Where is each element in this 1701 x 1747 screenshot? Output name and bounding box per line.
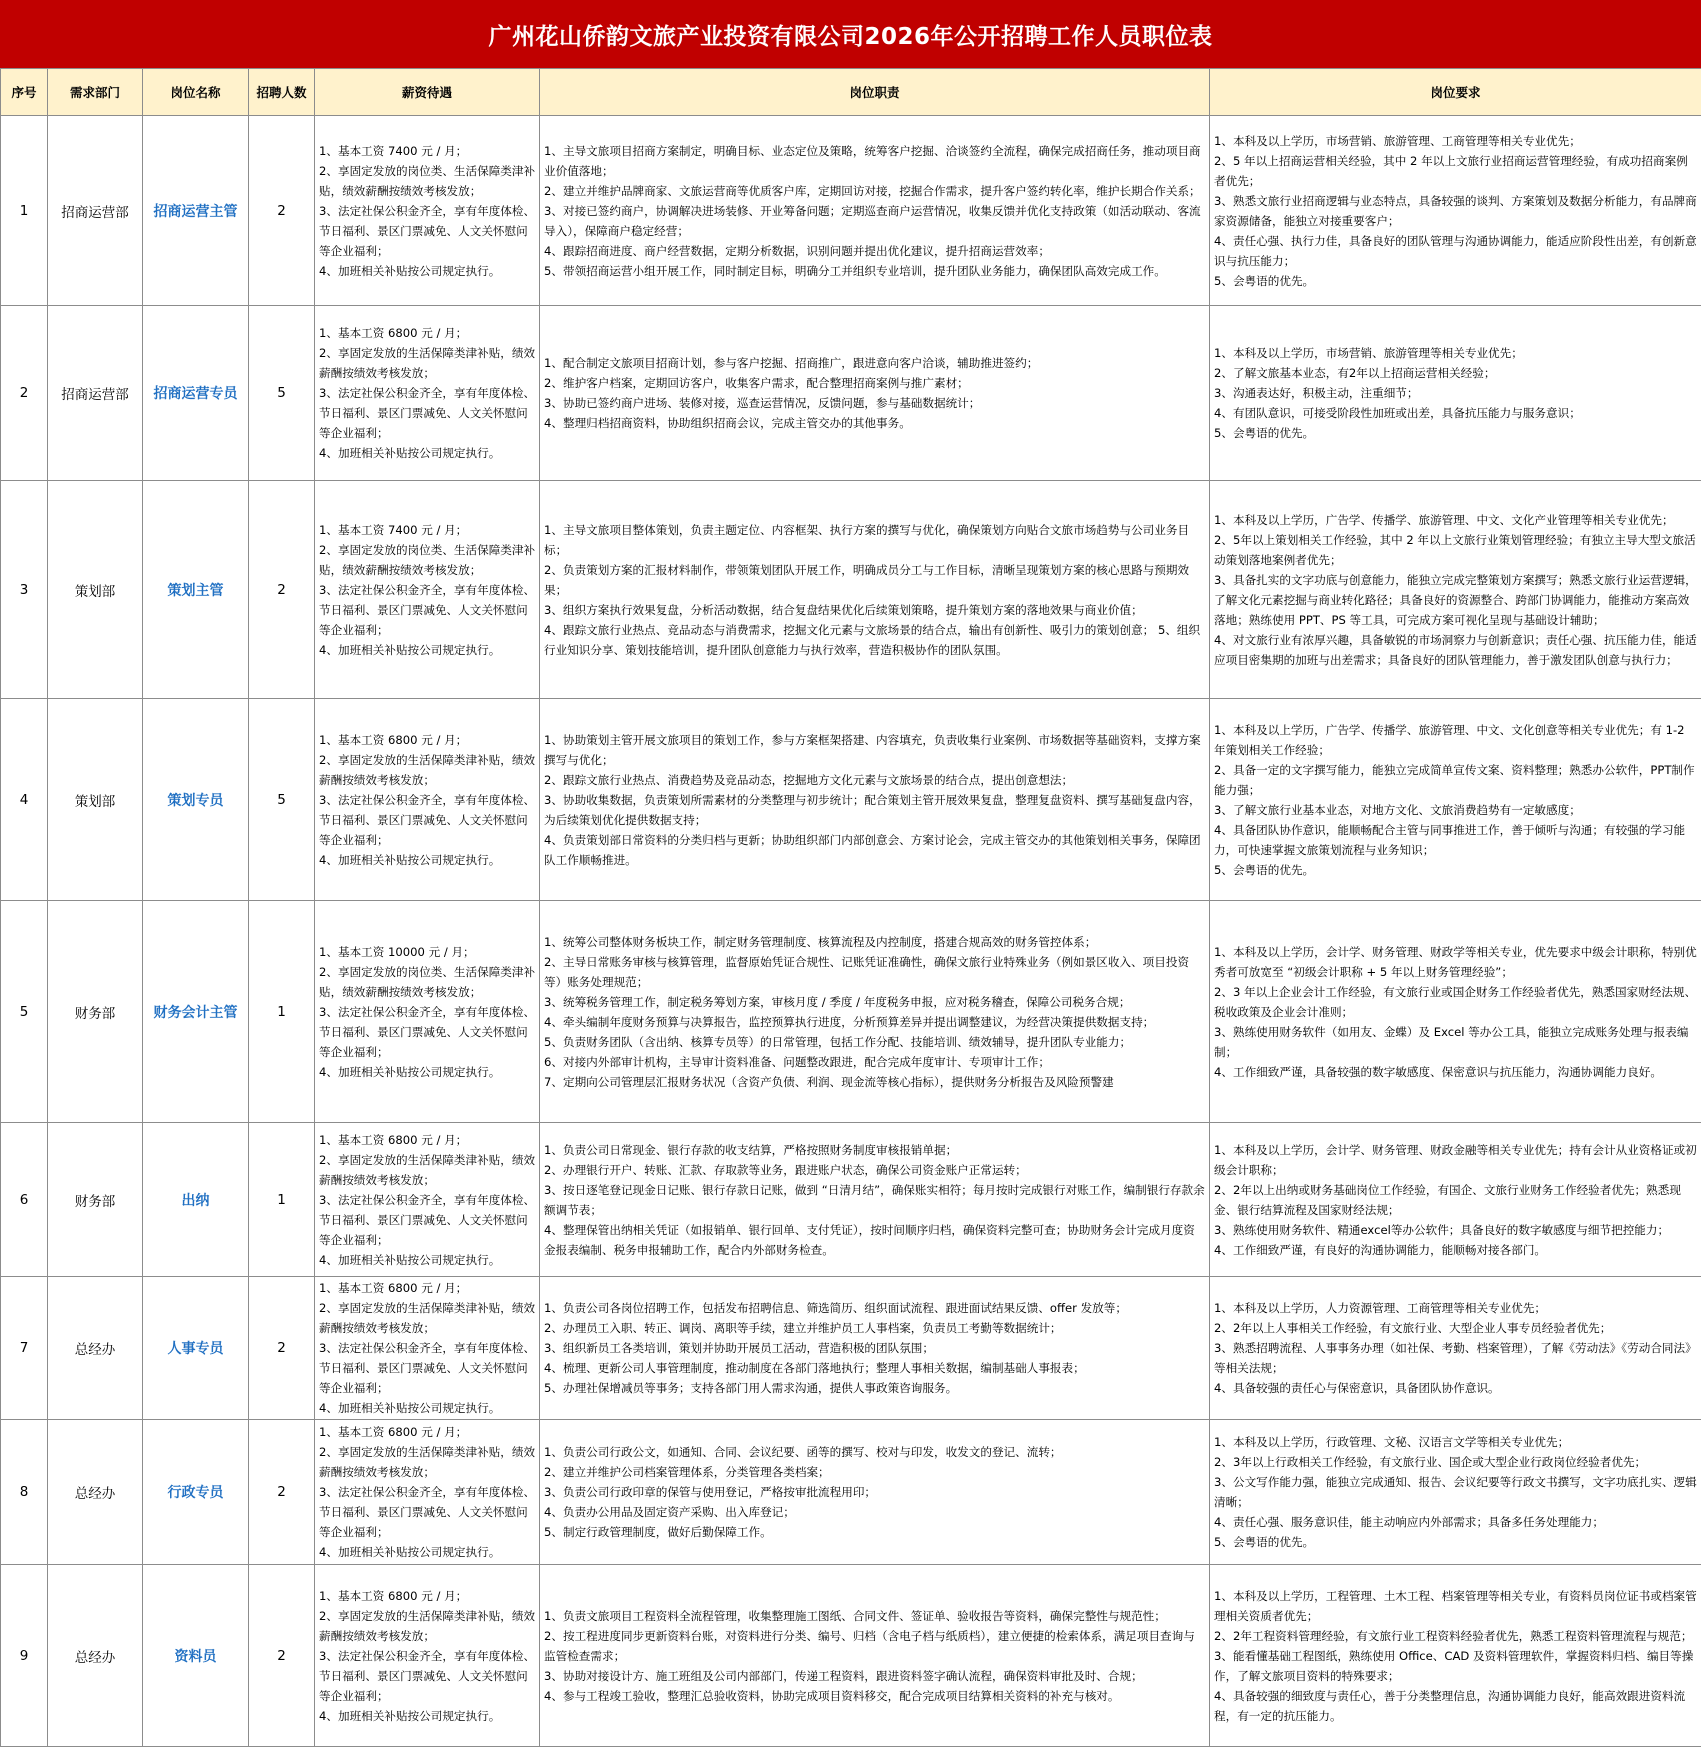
- duty-line: 3、组织新员工各类培训，策划并协助开展员工活动，营造积极的团队氛围；: [544, 1338, 1206, 1358]
- requirement-line: 4、工作细致严谨，具备较强的数字敏感度、保密意识与抗压能力，沟通协调能力良好。: [1214, 1062, 1698, 1082]
- row-count: 5: [249, 306, 315, 481]
- duty-line: 1、负责公司各岗位招聘工作，包括发布招聘信息、筛选简历、组织面试流程、跟进面试结果反馈、offer 发放等；: [544, 1298, 1206, 1318]
- row-salary: [315, 1565, 540, 1747]
- salary-line: 4、加班相关补贴按公司规定执行。: [319, 443, 536, 463]
- row-duties: [540, 1123, 1210, 1277]
- row-salary: [315, 1420, 540, 1565]
- row-number: 2: [1, 306, 48, 481]
- header-salary: 薪资待遇: [315, 69, 540, 116]
- row-count: 1: [249, 901, 315, 1123]
- requirement-line: 1、本科及以上学历，会计学、财务管理、财政学等相关专业，优先要求中级会计职称，特别优秀者可放宽至 “初级会计职称 + 5 年以上财务管理经验”；: [1214, 942, 1698, 982]
- salary-line: 1、基本工资 6800 元 / 月；: [319, 1278, 536, 1298]
- requirement-line: 1、本科及以上学历，市场营销、旅游管理、工商管理等相关专业优先；: [1214, 131, 1698, 151]
- duty-line: 2、跟踪文旅行业热点、消费趋势及竞品动态，挖掘地方文化元素与文旅场景的结合点，提出创意想法；: [544, 770, 1206, 790]
- row-duties: [540, 901, 1210, 1123]
- requirement-line: 1、本科及以上学历，工程管理、土木工程、档案管理等相关专业，有资料员岗位证书或档案管理相关资质者优先；: [1214, 1586, 1698, 1626]
- duty-line: 1、配合制定文旅项目招商计划，参与客户挖掘、招商推广，跟进意向客户洽谈，辅助推进签约；: [544, 353, 1206, 373]
- row-position: 人事专员: [143, 1277, 249, 1420]
- duty-line: 5、制定行政管理制度，做好后勤保障工作。: [544, 1522, 1206, 1542]
- requirement-line: 1、本科及以上学历，广告学、传播学、旅游管理、中文、文化产业管理等相关专业优先；: [1214, 510, 1698, 530]
- row-salary: [315, 306, 540, 481]
- row-requirements: [1210, 901, 1701, 1123]
- row-salary: [315, 1123, 540, 1277]
- salary-line: 1、基本工资 6800 元 / 月；: [319, 1130, 536, 1150]
- row-position: 招商运营主管: [143, 116, 249, 306]
- duty-line: 6、对接内外部审计机构，主导审计资料准备、问题整改跟进，配合完成年度审计、专项审计工作；: [544, 1052, 1206, 1072]
- requirement-line: 5、会粤语的优先。: [1214, 1532, 1698, 1552]
- requirement-line: 1、本科及以上学历，人力资源管理、工商管理等相关专业优先；: [1214, 1298, 1698, 1318]
- row-requirements: [1210, 481, 1701, 699]
- salary-line: 1、基本工资 10000 元 / 月；: [319, 942, 536, 962]
- table-row: [1, 116, 1701, 306]
- requirement-line: 3、公文写作能力强，能独立完成通知、报告、会议纪要等行政文书撰写，文字功底扎实、逻辑清晰；: [1214, 1472, 1698, 1512]
- duty-line: 3、对接已签约商户，协调解决进场装修、开业筹备问题；定期巡查商户运营情况，收集反馈并优化支持政策（如活动联动、客流导入），保障商户稳定经营；: [544, 201, 1206, 241]
- duty-line: 4、负责策划部日常资料的分类归档与更新；协助组织部门内部创意会、方案讨论会，完成主管交办的其他策划相关事务，保障团队工作顺畅推进。: [544, 830, 1206, 870]
- requirement-line: 2、2年以上人事相关工作经验，有文旅行业、大型企业人事专员经验者优先；: [1214, 1318, 1698, 1338]
- requirement-line: 4、有团队意识，可接受阶段性加班或出差，具备抗压能力与服务意识；: [1214, 403, 1698, 423]
- salary-line: 3、法定社保公积金齐全，享有年度体检、节日福利、景区门票减免、人文关怀慰问等企业福利；: [319, 1338, 536, 1398]
- salary-line: 4、加班相关补贴按公司规定执行。: [319, 1250, 536, 1270]
- salary-line: 2、享固定发放的岗位类、生活保障类津补贴，绩效薪酬按绩效考核发放；: [319, 161, 536, 201]
- requirement-line: 3、具备扎实的文字功底与创意能力，能独立完成完整策划方案撰写；熟悉文旅行业运营逻辑，了解文化元素挖掘与商业转化路径；具备良好的资源整合、跨部门协调能力，能推动方案高效落地；熟练使用 PPT、PS 等工具，可完成方案可视化呈现与基础设计辅助；: [1214, 570, 1698, 630]
- requirement-line: 1、本科及以上学历，行政管理、文秘、汉语言文学等相关专业优先；: [1214, 1432, 1698, 1452]
- requirement-line: 2、5年以上策划相关工作经验，其中 2 年以上文旅行业策划管理经验；有独立主导大型文旅活动策划落地案例者优先；: [1214, 530, 1698, 570]
- row-duties: [540, 116, 1210, 306]
- row-dept: 财务部: [48, 1123, 143, 1277]
- salary-line: 2、享固定发放的生活保障类津补贴，绩效薪酬按绩效考核发放；: [319, 343, 536, 383]
- row-salary: [315, 699, 540, 901]
- salary-line: 3、法定社保公积金齐全，享有年度体检、节日福利、景区门票减免、人文关怀慰问等企业福利；: [319, 1482, 536, 1542]
- duty-line: 3、按日逐笔登记现金日记账、银行存款日记账，做到 “日清月结”，确保账实相符；每月按时完成银行对账工作，编制银行存款余额调节表；: [544, 1180, 1206, 1220]
- duty-line: 3、协助对接设计方、施工班组及公司内部部门，传递工程资料，跟进资料签字确认流程，确保资料审批及时、合规；: [544, 1666, 1206, 1686]
- duty-line: 2、主导日常账务审核与核算管理，监督原始凭证合规性、记账凭证准确性，确保文旅行业特殊业务（例如景区收入、项目投资等）账务处理规范；: [544, 952, 1206, 992]
- requirement-line: 3、熟悉招聘流程、人事事务办理（如社保、考勤、档案管理），了解《劳动法》《劳动合同法》等相关法规；: [1214, 1338, 1698, 1378]
- duty-line: 3、协助已签约商户进场、装修对接，巡查运营情况，反馈问题，参与基础数据统计；: [544, 393, 1206, 413]
- row-position: 行政专员: [143, 1420, 249, 1565]
- salary-line: 2、享固定发放的生活保障类津补贴，绩效薪酬按绩效考核发放；: [319, 1298, 536, 1338]
- duty-line: 1、协助策划主管开展文旅项目的策划工作，参与方案框架搭建、内容填充，负责收集行业案例、市场数据等基础资料，支撑方案撰写与优化；: [544, 730, 1206, 770]
- requirement-line: 1、本科及以上学历，广告学、传播学、旅游管理、中文、文化创意等相关专业优先；有 1-2 年策划相关工作经验；: [1214, 720, 1698, 760]
- row-salary: [315, 116, 540, 306]
- salary-line: 3、法定社保公积金齐全，享有年度体检、节日福利、景区门票减免、人文关怀慰问等企业福利；: [319, 580, 536, 640]
- row-dept: 财务部: [48, 901, 143, 1123]
- row-count: 5: [249, 699, 315, 901]
- header-no: 序号: [1, 69, 48, 116]
- requirement-line: 2、5 年以上招商运营相关经验，其中 2 年以上文旅行业招商运营管理经验，有成功招商案例者优先；: [1214, 151, 1698, 191]
- salary-line: 2、享固定发放的岗位类、生活保障类津补贴，绩效薪酬按绩效考核发放；: [319, 540, 536, 580]
- table-header-row: [1, 69, 1701, 116]
- row-requirements: [1210, 1277, 1701, 1420]
- duty-line: 5、负责财务团队（含出纳、核算专员等）的日常管理，包括工作分配、技能培训、绩效辅导，提升团队专业能力；: [544, 1032, 1206, 1052]
- row-number: 1: [1, 116, 48, 306]
- row-number: 8: [1, 1420, 48, 1565]
- duty-line: 7、定期向公司管理层汇报财务状况（含资产负债、利润、现金流等核心指标），提供财务分析报告及风险预警建: [544, 1072, 1206, 1092]
- requirement-line: 3、沟通表达好，积极主动，注重细节；: [1214, 383, 1698, 403]
- requirement-line: 3、熟悉文旅行业招商逻辑与业态特点，具备较强的谈判、方案策划及数据分析能力，有品牌商家资源储备，能独立对接重要客户；: [1214, 191, 1698, 231]
- requirement-line: 4、具备团队协作意识，能顺畅配合主管与同事推进工作，善于倾听与沟通；有较强的学习能力，可快速掌握文旅策划流程与业务知识；: [1214, 820, 1698, 860]
- page-title: 广州花山侨韵文旅产业投资有限公司2026年公开招聘工作人员职位表: [0, 0, 1701, 68]
- duty-line: 1、负责文旅项目工程资料全流程管理，收集整理施工图纸、合同文件、签证单、验收报告等资料，确保完整性与规范性；: [544, 1606, 1206, 1626]
- requirement-line: 4、具备较强的责任心与保密意识，具备团队协作意识。: [1214, 1378, 1698, 1398]
- salary-line: 3、法定社保公积金齐全，享有年度体检、节日福利、景区门票减免、人文关怀慰问等企业福利；: [319, 1002, 536, 1062]
- requirement-line: 4、工作细致严谨，有良好的沟通协调能力，能顺畅对接各部门。: [1214, 1240, 1698, 1260]
- row-salary: [315, 481, 540, 699]
- duty-line: 4、梳理、更新公司人事管理制度，推动制度在各部门落地执行；整理人事相关数据，编制基础人事报表；: [544, 1358, 1206, 1378]
- table-row: [1, 1277, 1701, 1420]
- requirement-line: 5、会粤语的优先。: [1214, 860, 1698, 880]
- salary-line: 1、基本工资 6800 元 / 月；: [319, 323, 536, 343]
- header-duties: 岗位职责: [540, 69, 1210, 116]
- requirement-line: 2、2年工程资料管理经验，有文旅行业工程资料经验者优先，熟悉工程资料管理流程与规范；: [1214, 1626, 1698, 1646]
- requirement-line: 4、具备较强的细致度与责任心，善于分类整理信息，沟通协调能力良好，能高效跟进资料流程，有一定的抗压能力。: [1214, 1686, 1698, 1726]
- row-dept: 招商运营部: [48, 306, 143, 481]
- salary-line: 4、加班相关补贴按公司规定执行。: [319, 1398, 536, 1418]
- salary-line: 2、享固定发放的生活保障类津补贴，绩效薪酬按绩效考核发放；: [319, 1442, 536, 1482]
- row-dept: 招商运营部: [48, 116, 143, 306]
- duty-line: 2、办理员工入职、转正、调岗、离职等手续，建立并维护员工人事档案，负责员工考勤等数据统计；: [544, 1318, 1206, 1338]
- table-row: [1, 901, 1701, 1123]
- row-dept: 总经办: [48, 1277, 143, 1420]
- salary-line: 3、法定社保公积金齐全，享有年度体检、节日福利、景区门票减免、人文关怀慰问等企业福利；: [319, 1646, 536, 1706]
- row-requirements: [1210, 1565, 1701, 1747]
- duty-line: 2、按工程进度同步更新资料台账，对资料进行分类、编号、归档（含电子档与纸质档），建立便捷的检索体系，满足项目查询与监管检查需求；: [544, 1626, 1206, 1666]
- header-count: 招聘人数: [249, 69, 315, 116]
- duty-line: 1、负责公司日常现金、银行存款的收支结算，严格按照财务制度审核报销单据；: [544, 1140, 1206, 1160]
- row-count: 1: [249, 1123, 315, 1277]
- requirement-line: 3、能看懂基础工程图纸，熟练使用 Office、CAD 及资料管理软件，掌握资料归档、编目等操作，了解文旅项目资料的特殊要求；: [1214, 1646, 1698, 1686]
- salary-line: 1、基本工资 7400 元 / 月；: [319, 141, 536, 161]
- table-row: [1, 699, 1701, 901]
- duty-line: 4、跟踪招商进度、商户经营数据，定期分析数据，识别问题并提出优化建议，提升招商运营效率；: [544, 241, 1206, 261]
- row-duties: [540, 1565, 1210, 1747]
- duty-line: 3、组织方案执行效果复盘，分析活动数据，结合复盘结果优化后续策划策略，提升策划方案的落地效果与商业价值；: [544, 600, 1206, 620]
- row-number: 4: [1, 699, 48, 901]
- row-position: 资料员: [143, 1565, 249, 1747]
- duty-line: 2、维护客户档案，定期回访客户，收集客户需求，配合整理招商案例与推广素材；: [544, 373, 1206, 393]
- row-duties: [540, 699, 1210, 901]
- duty-line: 1、主导文旅项目整体策划，负责主题定位、内容框架、执行方案的撰写与优化，确保策划方向贴合文旅市场趋势与公司业务目标；: [544, 520, 1206, 560]
- row-number: 3: [1, 481, 48, 699]
- row-dept: 策划部: [48, 699, 143, 901]
- requirement-line: 2、2年以上出纳或财务基础岗位工作经验，有国企、文旅行业财务工作经验者优先；熟悉现金、银行结算流程及国家财经法规；: [1214, 1180, 1698, 1220]
- requirement-line: 2、3年以上行政相关工作经验，有文旅行业、国企或大型企业行政岗位经验者优先；: [1214, 1452, 1698, 1472]
- requirement-line: 2、具备一定的文字撰写能力，能独立完成简单宣传文案、资料整理；熟悉办公软件，PPT制作能力强；: [1214, 760, 1698, 800]
- row-requirements: [1210, 699, 1701, 901]
- duty-line: 4、牵头编制年度财务预算与决算报告，监控预算执行进度，分析预算差异并提出调整建议，为经营决策提供数据支持；: [544, 1012, 1206, 1032]
- duty-line: 4、负责办公用品及固定资产采购、出入库登记；: [544, 1502, 1206, 1522]
- requirement-line: 4、责任心强、执行力佳，具备良好的团队管理与沟通协调能力，能适应阶段性出差，有创新意识与抗压能力；: [1214, 231, 1698, 271]
- requirement-line: 1、本科及以上学历，会计学、财务管理、财政金融等相关专业优先；持有会计从业资格证或初级会计职称；: [1214, 1140, 1698, 1180]
- row-position: 策划专员: [143, 699, 249, 901]
- salary-line: 4、加班相关补贴按公司规定执行。: [319, 850, 536, 870]
- salary-line: 2、享固定发放的生活保障类津补贴，绩效薪酬按绩效考核发放；: [319, 1606, 536, 1646]
- row-duties: [540, 1420, 1210, 1565]
- row-number: 7: [1, 1277, 48, 1420]
- requirement-line: 4、对文旅行业有浓厚兴趣，具备敏锐的市场洞察力与创新意识；责任心强、抗压能力佳，能适应项目密集期的加班与出差需求；具备良好的团队管理能力，善于激发团队创意与执行力；: [1214, 630, 1698, 670]
- salary-line: 1、基本工资 6800 元 / 月；: [319, 1422, 536, 1442]
- row-number: 6: [1, 1123, 48, 1277]
- row-position: 招商运营专员: [143, 306, 249, 481]
- row-count: 2: [249, 1565, 315, 1747]
- duty-line: 2、建立并维护公司档案管理体系，分类管理各类档案；: [544, 1462, 1206, 1482]
- table-row: [1, 481, 1701, 699]
- salary-line: 3、法定社保公积金齐全，享有年度体检、节日福利、景区门票减免、人文关怀慰问等企业福利；: [319, 790, 536, 850]
- salary-line: 4、加班相关补贴按公司规定执行。: [319, 640, 536, 660]
- row-count: 2: [249, 481, 315, 699]
- requirement-line: 3、熟练使用财务软件（如用友、金蝶）及 Excel 等办公工具，能独立完成账务处理与报表编制；: [1214, 1022, 1698, 1062]
- salary-line: 3、法定社保公积金齐全，享有年度体检、节日福利、景区门票减免、人文关怀慰问等企业福利；: [319, 383, 536, 443]
- salary-line: 1、基本工资 7400 元 / 月；: [319, 520, 536, 540]
- duty-line: 4、整理归档招商资料，协助组织招商会议，完成主管交办的其他事务。: [544, 413, 1206, 433]
- row-count: 2: [249, 1420, 315, 1565]
- row-number: 9: [1, 1565, 48, 1747]
- row-salary: [315, 901, 540, 1123]
- requirement-line: 3、了解文旅行业基本业态，对地方文化、文旅消费趋势有一定敏感度；: [1214, 800, 1698, 820]
- salary-line: 3、法定社保公积金齐全，享有年度体检、节日福利、景区门票减免、人文关怀慰问等企业福利；: [319, 1190, 536, 1250]
- row-duties: [540, 306, 1210, 481]
- header-dept: 需求部门: [48, 69, 143, 116]
- requirement-line: 4、责任心强、服务意识佳，能主动响应内外部需求；具备多任务处理能力；: [1214, 1512, 1698, 1532]
- row-requirements: [1210, 1123, 1701, 1277]
- row-dept: 总经办: [48, 1420, 143, 1565]
- duty-line: 1、统筹公司整体财务板块工作，制定财务管理制度、核算流程及内控制度，搭建合规高效的财务管控体系；: [544, 932, 1206, 952]
- row-position: 财务会计主管: [143, 901, 249, 1123]
- row-number: 5: [1, 901, 48, 1123]
- row-requirements: [1210, 116, 1701, 306]
- header-requirements: 岗位要求: [1210, 69, 1701, 116]
- salary-line: 1、基本工资 6800 元 / 月；: [319, 730, 536, 750]
- salary-line: 4、加班相关补贴按公司规定执行。: [319, 1542, 536, 1562]
- salary-line: 1、基本工资 6800 元 / 月；: [319, 1586, 536, 1606]
- duty-line: 5、办理社保增减员等事务；支持各部门用人需求沟通，提供人事政策咨询服务。: [544, 1378, 1206, 1398]
- table-row: [1, 1123, 1701, 1277]
- job-table: [0, 68, 1701, 1747]
- salary-line: 2、享固定发放的生活保障类津补贴，绩效薪酬按绩效考核发放；: [319, 750, 536, 790]
- salary-line: 3、法定社保公积金齐全，享有年度体检、节日福利、景区门票减免、人文关怀慰问等企业福利；: [319, 201, 536, 261]
- salary-line: 2、享固定发放的生活保障类津补贴，绩效薪酬按绩效考核发放；: [319, 1150, 536, 1190]
- duty-line: 4、跟踪文旅行业热点、竞品动态与消费需求，挖掘文化元素与文旅场景的结合点，输出有创新性、吸引力的策划创意； 5、组织行业知识分享、策划技能培训，提升团队创意能力与执行效率，营造积极协作的团队氛围。: [544, 620, 1206, 660]
- row-duties: [540, 481, 1210, 699]
- table-row: [1, 1420, 1701, 1565]
- requirement-line: 1、本科及以上学历，市场营销、旅游管理等相关专业优先；: [1214, 343, 1698, 363]
- duty-line: 4、参与工程竣工验收，整理汇总验收资料，协助完成项目资料移交，配合完成项目结算相关资料的补充与核对。: [544, 1686, 1206, 1706]
- requirement-line: 2、3 年以上企业会计工作经验，有文旅行业或国企财务工作经验者优先，熟悉国家财经法规、税收政策及企业会计准则；: [1214, 982, 1698, 1022]
- requirement-line: 2、了解文旅基本业态，有2年以上招商运营相关经验；: [1214, 363, 1698, 383]
- row-dept: 总经办: [48, 1565, 143, 1747]
- duty-line: 2、建立并维护品牌商家、文旅运营商等优质客户库，定期回访对接，挖掘合作需求，提升客户签约转化率，维护长期合作关系；: [544, 181, 1206, 201]
- row-duties: [540, 1277, 1210, 1420]
- table-row: [1, 1565, 1701, 1747]
- duty-line: 1、主导文旅项目招商方案制定，明确目标、业态定位及策略，统筹客户挖掘、洽谈签约全流程，确保完成招商任务，推动项目商业价值落地；: [544, 141, 1206, 181]
- row-position: 策划主管: [143, 481, 249, 699]
- requirement-line: 3、熟练使用财务软件、精通excel等办公软件；具备良好的数字敏感度与细节把控能力；: [1214, 1220, 1698, 1240]
- salary-line: 4、加班相关补贴按公司规定执行。: [319, 1706, 536, 1726]
- duty-line: 1、负责公司行政公文，如通知、合同、会议纪要、函等的撰写、校对与印发，收发文的登记、流转；: [544, 1442, 1206, 1462]
- row-position: 出纳: [143, 1123, 249, 1277]
- duty-line: 2、负责策划方案的汇报材料制作，带领策划团队开展工作，明确成员分工与工作目标，清晰呈现策划方案的核心思路与预期效果；: [544, 560, 1206, 600]
- salary-line: 2、享固定发放的岗位类、生活保障类津补贴，绩效薪酬按绩效考核发放；: [319, 962, 536, 1002]
- salary-line: 4、加班相关补贴按公司规定执行。: [319, 1062, 536, 1082]
- duty-line: 2、办理银行开户、转账、汇款、存取款等业务，跟进账户状态，确保公司资金账户正常运转；: [544, 1160, 1206, 1180]
- duty-line: 3、负责公司行政印章的保管与使用登记，严格按审批流程用印；: [544, 1482, 1206, 1502]
- duty-line: 3、协助收集数据，负责策划所需素材的分类整理与初步统计；配合策划主管开展效果复盘，整理复盘资料、撰写基础复盘内容，为后续策划优化提供数据支持；: [544, 790, 1206, 830]
- row-requirements: [1210, 306, 1701, 481]
- salary-line: 4、加班相关补贴按公司规定执行。: [319, 261, 536, 281]
- header-position: 岗位名称: [143, 69, 249, 116]
- row-count: 2: [249, 1277, 315, 1420]
- requirement-line: 5、会粤语的优先。: [1214, 271, 1698, 291]
- duty-line: 4、整理保管出纳相关凭证（如报销单、银行回单、支付凭证），按时间顺序归档，确保资料完整可查；协助财务会计完成月度资金报表编制、税务申报辅助工作，配合内外部财务检查。: [544, 1220, 1206, 1260]
- table-row: [1, 306, 1701, 481]
- duty-line: 5、带领招商运营小组开展工作，同时制定目标，明确分工并组织专业培训，提升团队业务能力，确保团队高效完成工作。: [544, 261, 1206, 281]
- row-dept: 策划部: [48, 481, 143, 699]
- row-requirements: [1210, 1420, 1701, 1565]
- row-salary: [315, 1277, 540, 1420]
- row-count: 2: [249, 116, 315, 306]
- requirement-line: 5、会粤语的优先。: [1214, 423, 1698, 443]
- duty-line: 3、统筹税务管理工作，制定税务筹划方案，审核月度 / 季度 / 年度税务申报，应对税务稽查，保障公司税务合规；: [544, 992, 1206, 1012]
